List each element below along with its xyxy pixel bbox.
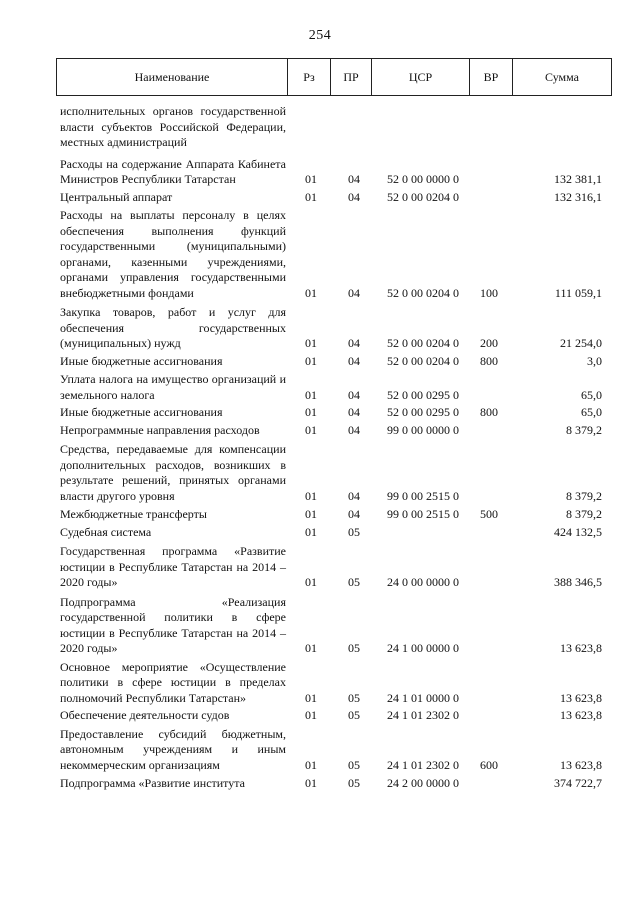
row-sum: 65,0 — [581, 405, 602, 419]
row-csr: 52 0 00 0204 0 — [387, 353, 459, 368]
column-header-pr: ПР — [331, 59, 372, 95]
row-rz: 01 — [305, 189, 317, 204]
row-name: Подпрограмма «Реализация государственной политики в сфере юстиции в Республике Татарстан на 2014 – 2020 годы» — [60, 594, 286, 655]
row-rz: 01 — [305, 776, 317, 790]
row-vr: 800 — [480, 353, 498, 368]
table-row — [60, 442, 612, 504]
table-row — [60, 595, 612, 657]
row-csr: 99 0 00 2515 0 — [387, 488, 459, 503]
row-sum: 21 254,0 — [560, 336, 602, 350]
row-name: Средства, передаваемые для компенсации дополнительных расходов, возникших в результате решений, принятых органами власти другого уровня — [60, 442, 286, 503]
table-header — [56, 58, 612, 96]
row-csr: 99 0 00 2515 0 — [387, 507, 459, 521]
row-rz: 01 — [305, 524, 317, 539]
row-pr: 04 — [348, 189, 360, 204]
table-row — [60, 305, 612, 352]
row-sum: 388 346,5 — [554, 575, 602, 589]
table-row — [60, 525, 612, 541]
row-rz: 01 — [305, 690, 317, 705]
row-sum: 13 623,8 — [560, 641, 602, 655]
row-sum: 132 381,1 — [554, 172, 602, 186]
column-header-name: Наименование — [57, 59, 288, 95]
row-rz: 01 — [305, 353, 317, 368]
row-vr: 200 — [480, 336, 498, 350]
row-name: Государственная программа «Развитие юстиции в Республике Татарстан на 2014 – 2020 годы» — [60, 544, 286, 589]
page-number: 254 — [308, 28, 332, 43]
row-name: Непрограммные направления расходов — [60, 422, 260, 437]
table-row — [60, 660, 612, 707]
table-row — [60, 190, 612, 206]
row-rz: 01 — [305, 387, 317, 402]
row-pr: 04 — [348, 336, 360, 350]
row-name: Судебная система — [60, 524, 152, 539]
row-name: Закупка товаров, работ и услуг для обеспечения государственных (муниципальных) нужд — [60, 305, 286, 350]
table-row — [60, 354, 612, 370]
row-csr: 52 0 00 0295 0 — [387, 387, 459, 402]
row-csr: 99 0 00 0000 0 — [387, 422, 459, 437]
row-sum: 8 379,2 — [566, 507, 602, 521]
row-pr: 04 — [348, 353, 360, 368]
row-sum: 3,0 — [587, 353, 602, 368]
table-row — [60, 727, 612, 774]
row-rz: 01 — [305, 405, 317, 419]
row-csr: 24 1 01 2302 0 — [387, 708, 459, 722]
row-sum: 13 623,8 — [560, 690, 602, 705]
table-row — [60, 423, 612, 439]
row-vr: 800 — [480, 405, 498, 419]
row-csr: 24 1 01 2302 0 — [387, 757, 459, 772]
row-rz: 01 — [305, 641, 317, 655]
table-row — [60, 708, 612, 724]
row-name: Межбюджетные трансферты — [60, 507, 207, 521]
row-csr: 52 0 00 0204 0 — [387, 189, 459, 204]
row-pr: 04 — [348, 285, 360, 300]
row-pr: 04 — [348, 422, 360, 437]
row-rz: 01 — [305, 575, 317, 589]
table-row — [60, 405, 612, 421]
row-pr: 05 — [348, 757, 360, 772]
row-rz: 01 — [305, 285, 317, 300]
row-pr: 05 — [348, 575, 360, 589]
row-csr: 52 0 00 0204 0 — [387, 336, 459, 350]
row-pr: 04 — [348, 387, 360, 402]
row-name: Иные бюджетные ассигнования — [60, 405, 223, 419]
row-csr: 24 0 00 0000 0 — [387, 575, 459, 589]
row-sum: 13 623,8 — [560, 757, 602, 772]
row-pr: 05 — [348, 690, 360, 705]
row-vr: 100 — [480, 285, 498, 300]
row-vr: 500 — [480, 507, 498, 521]
row-name: Предоставление субсидий бюджетным, автономным учреждениям и иным некоммерческим организациям — [60, 726, 286, 772]
row-rz: 01 — [305, 507, 317, 521]
row-rz: 01 — [305, 488, 317, 503]
table-row — [60, 208, 612, 301]
row-pr: 05 — [348, 776, 360, 790]
row-rz: 01 — [305, 336, 317, 350]
row-sum: 424 132,5 — [554, 524, 602, 539]
row-name: исполнительных органов государственной власти субъектов Российской Федерации, местных администраций — [60, 104, 286, 149]
row-sum: 8 379,2 — [566, 422, 602, 437]
table-body — [60, 101, 612, 792]
row-csr: 52 0 00 0295 0 — [387, 405, 459, 419]
row-pr: 04 — [348, 172, 360, 186]
row-sum: 111 059,1 — [554, 285, 602, 300]
row-csr: 24 1 00 0000 0 — [387, 641, 459, 655]
row-rz: 01 — [305, 708, 317, 722]
row-vr: 600 — [480, 757, 498, 772]
row-rz: 01 — [305, 422, 317, 437]
column-header-csr: ЦСР — [372, 59, 470, 95]
row-name: Расходы на содержание Аппарата Кабинета Министров Республики Татарстан — [60, 156, 286, 186]
table-row — [60, 104, 612, 151]
row-pr: 05 — [348, 708, 360, 722]
row-pr: 05 — [348, 524, 360, 539]
row-name: Иные бюджетные ассигнования — [60, 353, 223, 368]
row-name: Расходы на выплаты персоналу в целях обеспечения выполнения функций государственными (муниципальными) органами, казенными учреждениями, органами управления государственными внебюджетными фондами — [60, 208, 286, 300]
table-row — [60, 776, 612, 792]
row-name: Обеспечение деятельности судов — [60, 708, 230, 722]
row-name: Уплата налога на имущество организаций и земельного налога — [60, 372, 286, 402]
column-header-rz: Рз — [288, 59, 331, 95]
row-pr: 04 — [348, 507, 360, 521]
row-csr: 52 0 00 0204 0 — [387, 285, 459, 300]
row-rz: 01 — [305, 172, 317, 186]
row-sum: 65,0 — [581, 387, 602, 402]
row-sum: 13 623,8 — [560, 708, 602, 722]
table-row — [60, 157, 612, 188]
table-row — [60, 507, 612, 523]
row-csr: 24 2 00 0000 0 — [387, 776, 459, 790]
row-sum: 132 316,1 — [554, 189, 602, 204]
row-sum: 374 722,7 — [554, 776, 602, 790]
column-header-vr: ВР — [470, 59, 513, 95]
row-pr: 04 — [348, 488, 360, 503]
row-name: Центральный аппарат — [60, 189, 173, 204]
row-pr: 05 — [348, 641, 360, 655]
row-name: Подпрограмма «Развитие института — [60, 776, 245, 790]
row-csr: 24 1 01 0000 0 — [387, 690, 459, 705]
row-pr: 04 — [348, 405, 360, 419]
row-csr: 52 0 00 0000 0 — [387, 172, 459, 186]
row-sum: 8 379,2 — [566, 488, 602, 503]
table-row — [60, 544, 612, 591]
table-row — [60, 372, 612, 403]
row-rz: 01 — [305, 757, 317, 772]
row-name: Основное мероприятие «Осуществление политики в сфере юстиции в пределах полномочий Республики Татарстан» — [60, 659, 286, 705]
column-header-sum: Сумма — [545, 70, 579, 84]
